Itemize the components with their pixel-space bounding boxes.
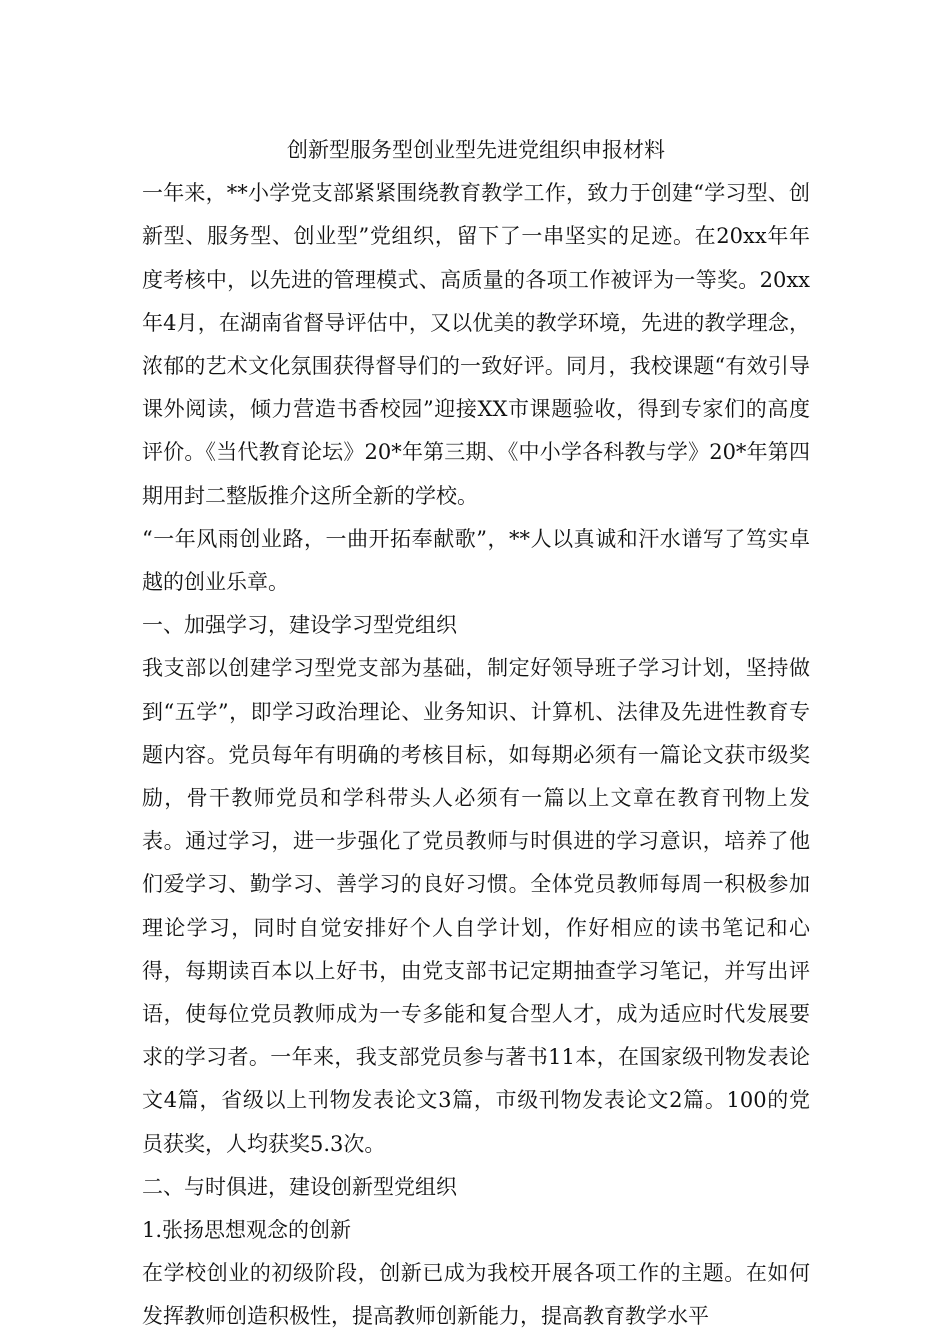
intro-paragraph: 一年来，**小学党支部紧紧围绕教育教学工作，致力于创建“学习型、创新型、服务型、创业型”党组织，留下了一串坚实的足迹。在20xx年年度考核中，以先进的管理模式、高质量的各项工作被评为一等奖。20xx年4月，在湖南省督导评估中，又以优美的教学环境，先进的教学理念，浓郁的艺术文化氛围获得督导们的一致好评。同月，我校课题“有效引导课外阅读，倾力营造书香校园”迎接XX市课题验收，得到专家们的高度评价。《当代教育论坛》20*年第三期、《中小学各科教与学》20*年第四期用封二整版推介这所全新的学校。 <box>142 181 810 508</box>
section-heading-learning: 一、加强学习，建设学习型党组织 <box>142 613 457 638</box>
learning-paragraph: 我支部以创建学习型党支部为基础，制定好领导班子学习计划，坚持做到“五学”，即学习政治理论、业务知识、计算机、法律及先进性教育专题内容。党员每年有明确的考核目标，如每期必须有一篇论文获市级奖励，骨干教师党员和学科带头人必须有一篇以上文章在教育刊物上发表。通过学习，进一步强化了党员教师与时俱进的学习意识，培养了他们爱学习、勤学习、善学习的良好习惯。全体党员教师每周一积极参加理论学习，同时自觉安排好个人自学计划，作好相应的读书笔记和心得，每期读百本以上好书，由党支部书记定期抽查学习笔记，并写出评语，使每位党员教师成为一专多能和复合型人才，成为适应时代发展要求的学习者。一年来，我支部党员参与著书11本，在国家级刊物发表论文4篇，省级以上刊物发表论文3篇，市级刊物发表论文2篇。100的党员获奖，人均获奖5.3次。 <box>142 656 810 1156</box>
innovation-paragraph: 在学校创业的初级阶段，创新已成为我校开展各项工作的主题。在如何发挥教师创造积极性，提高教师创新能力，提高教育教学水平 <box>142 1261 810 1329</box>
document-body <box>142 129 810 1339</box>
section-heading-innovation: 二、与时俱进，建设创新型党组织 <box>142 1174 457 1199</box>
quote-paragraph: “一年风雨创业路，一曲开拓奉献歌”，**人以真诚和汗水谱写了笃实卓越的创业乐章。 <box>142 526 810 595</box>
document-title: 创新型服务型创业型先进党组织申报材料 <box>287 138 665 162</box>
subsection-heading-thinking: 1.张扬思想观念的创新 <box>142 1218 352 1243</box>
